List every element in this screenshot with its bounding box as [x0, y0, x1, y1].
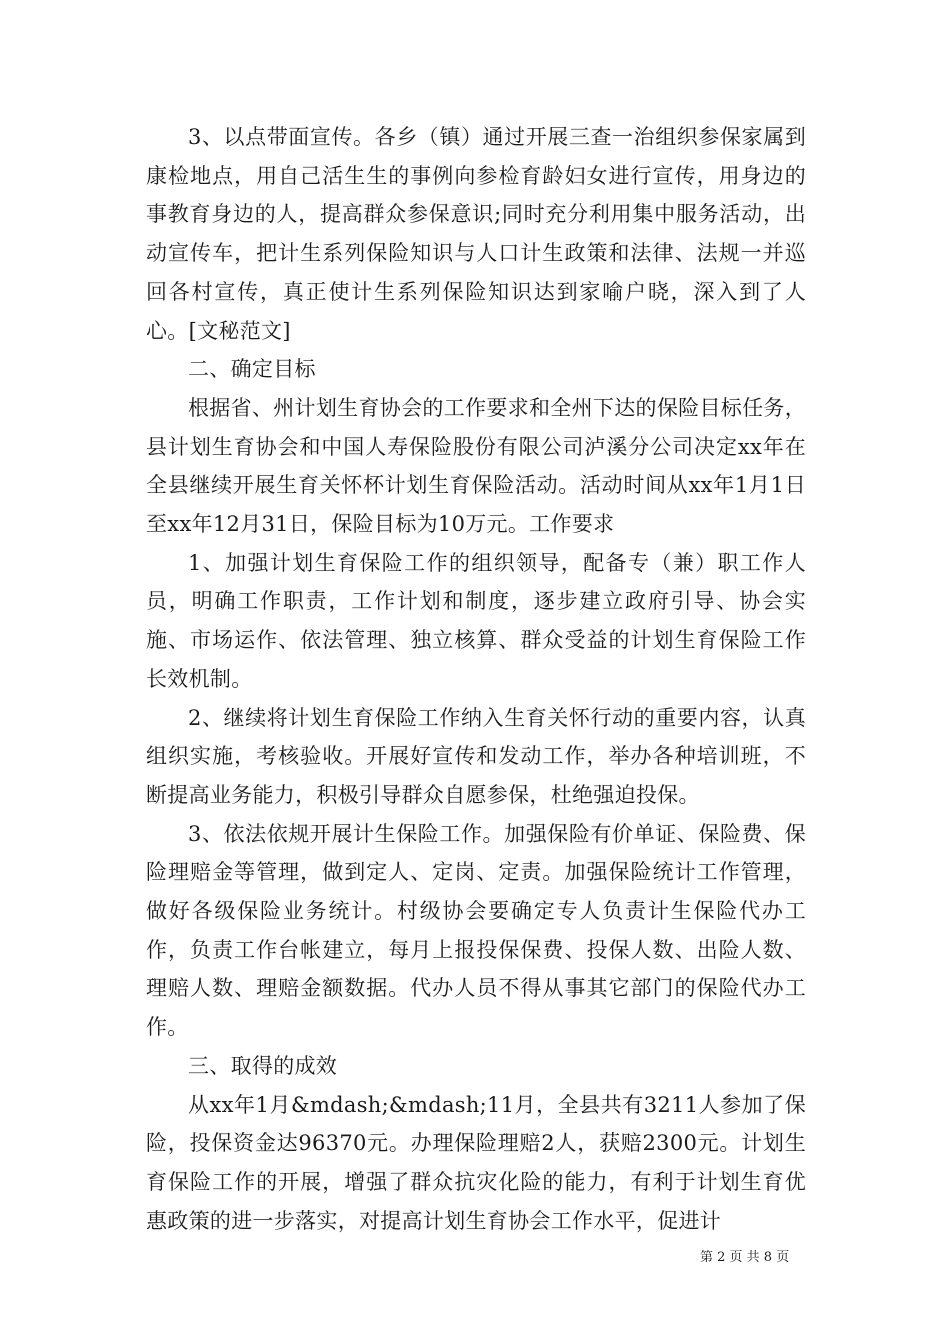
- document-body: [146, 118, 806, 1240]
- paragraph-requirement-2: 2、继续将计划生育保险工作纳入生育关怀行动的重要内容，认真组织实施，考核验收。开展好宣传和发动工作，举办各种培训班，不断提高业务能力，积极引导群众自愿参保，杜绝强迫投保。: [146, 705, 806, 807]
- section-heading-2: 二、确定目标: [188, 357, 316, 382]
- paragraph-targets: 根据省、州计划生育协会的工作要求和全州下达的保险目标任务，县计划生育协会和中国人寿保险股份有限公司泸溪分公司决定xx年在全县继续开展生育关怀杯计划生育保险活动。活动时间从xx年1月1日至xx年12月31日，保险目标为10万元。工作要求: [146, 395, 806, 537]
- paragraph-publicity-3: 3、以点带面宣传。各乡（镇）通过开展三查一治组织参保家属到康检地点，用自己活生生的事例向参检育龄妇女进行宣传，用身边的事教育身边的人，提高群众参保意识;同时充分利用集中服务活动，出动宣传车，把计生系列保险知识与人口计生政策和法律、法规一并巡回各村宣传，真正使计生系列保险知识达到家喻户晓，深入到了人心。[文秘范文]: [146, 125, 806, 343]
- page-number: 第 2 页 共 8 页: [700, 1250, 790, 1265]
- paragraph-requirement-3: 3、依法依规开展计生保险工作。加强保险有价单证、保险费、保险理赔金等管理，做到定人、定岗、定责。加强保险统计工作管理，做好各级保险业务统计。村级协会要确定专人负责计生保险代办工作，负责工作台帐建立，每月上报投保保费、投保人数、出险人数、理赔人数、理赔金额数据。代办人员不得从事其它部门的保险代办工作。: [146, 821, 806, 1040]
- section-heading-3: 三、取得的成效: [188, 1053, 338, 1078]
- paragraph-results: 从xx年1月&mdash;&mdash;11月，全县共有3211人参加了保险，投保资金达96370元。办理保险理赔2人，获赔2300元。计划生育保险工作的开展，增强了群众抗灾化险的能力，有利于计划生育优惠政策的进一步落实，对提高计划生育协会工作水平，促进计: [146, 1092, 806, 1233]
- paragraph-requirement-1: 1、加强计划生育保险工作的组织领导，配备专（兼）职工作人员，明确工作职责，工作计划和制度，逐步建立政府引导、协会实施、市场运作、依法管理、独立核算、群众受益的计划生育保险工作长效机制。: [146, 550, 806, 691]
